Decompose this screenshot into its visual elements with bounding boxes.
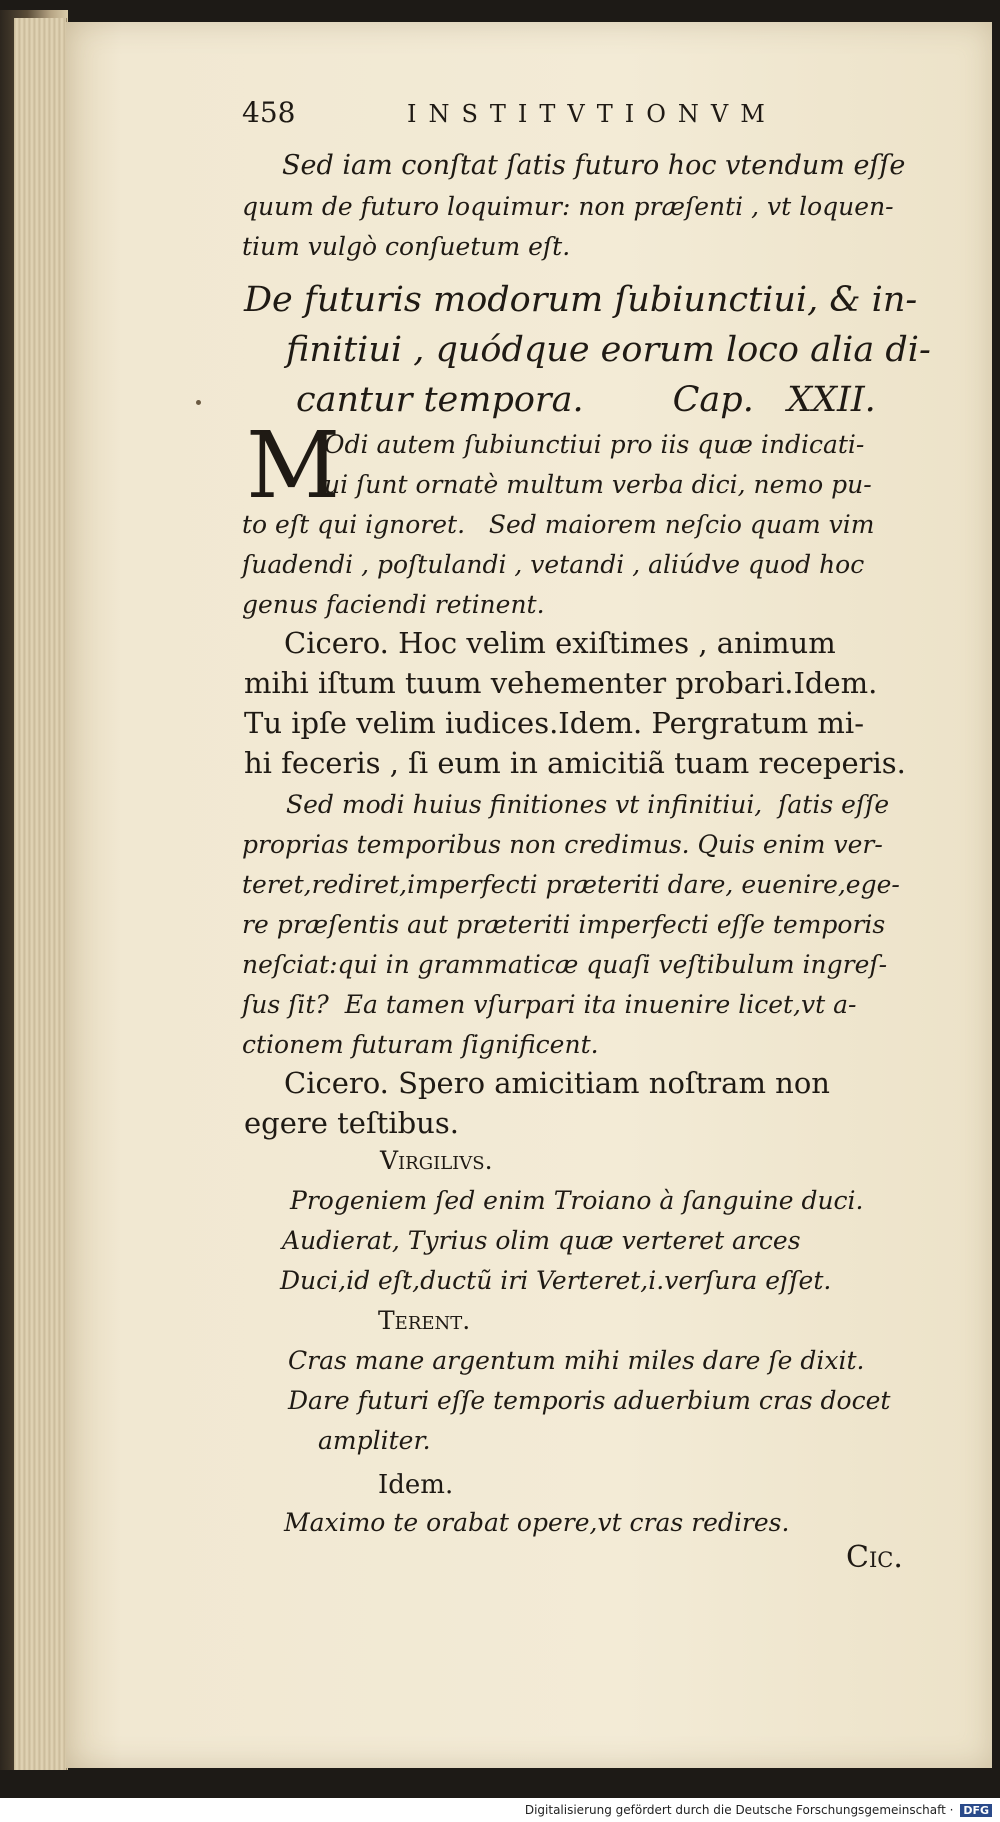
author-label: Idem. (378, 1470, 454, 1500)
quotation-line: mihi iſtum tuum vehementer probari.Idem. (244, 666, 878, 700)
chapter-heading-line: finitiui , quódque eorum loco alia di- (286, 330, 931, 370)
credit-text: Digitalisierung gefördert durch die Deutsche Forschungsgemeinschaft · (524, 1803, 954, 1817)
quotation-line: Cicero. Hoc velim exiſtimes , animum (284, 626, 836, 660)
paragraph-line: ſus ſit? Ea tamen vſurpari ita inuenire licet,vt a- (242, 990, 857, 1019)
intro-line: quum de futuro loquimur: non præſenti , vt loquen- (242, 192, 894, 221)
chapter-heading-line: cantur tempora. Cap. XXII. (296, 380, 876, 420)
paragraph-line: ui ſunt ornatè multum verba dici, nemo pu- (324, 470, 872, 499)
verse-line: Maximo te orabat opere,vt cras redires. (284, 1508, 790, 1537)
paragraph-line: to eſt qui ignoret. Sed maiorem neſcio quam vim (242, 510, 875, 539)
verse-line: Progeniem ſed enim Troiano à ſanguine duci. (290, 1186, 864, 1215)
quotation-line: Cicero. Spero amicitiam noſtram non (284, 1066, 830, 1100)
verse-line: ampliter. (318, 1426, 431, 1455)
drop-cap: M (246, 412, 341, 519)
author-label: Virgilivs. (380, 1146, 493, 1175)
quotation-line: egere teſtibus. (244, 1106, 459, 1140)
quotation-line: Tu ipſe velim iudices.Idem. Pergratum mi- (244, 706, 864, 740)
paragraph-line: proprias temporibus non credimus. Quis enim ver- (242, 830, 883, 859)
verse-line: Audierat, Tyrius olim quæ verteret arces (282, 1226, 801, 1255)
intro-line: Sed iam conſtat ſatis futuro hoc vtendum eſſe (282, 150, 906, 181)
paragraph-line: Odi autem ſubiunctiui pro iis quæ indicati- (324, 430, 865, 459)
margin-mark (196, 400, 201, 405)
paragraph-line: ctionem futuram ſignificent. (242, 1030, 599, 1059)
paragraph-line: re præſentis aut præteriti imperfecti eſſe temporis (242, 910, 886, 939)
running-title: INSTITVTIONVM (407, 100, 777, 128)
paragraph-line: ſuadendi , poſtulandi , vetandi , aliúdve quod hoc (242, 550, 865, 579)
paragraph-line: neſciat:qui in grammaticæ quaſi veſtibulum ingreſ- (242, 950, 888, 979)
chapter-heading-line: De futuris modorum ſubiunctiui, & in- (244, 280, 918, 320)
page-edges (14, 18, 67, 1770)
intro-line: tium vulgò conſuetum eſt. (242, 232, 571, 261)
paragraph-line: teret,rediret,imperfecti præteriti dare, euenire,ege- (242, 870, 900, 899)
paragraph-line: genus faciendi retinent. (242, 590, 545, 619)
author-label: Terent. (378, 1306, 471, 1335)
digitization-credit (525, 1803, 992, 1817)
quotation-line: hi feceris , ſi eum in amicitiã tuam receperis. (244, 746, 906, 780)
paragraph-line: Sed modi huius finitiones vt infinitiui, ſatis eſſe (286, 790, 890, 819)
page-number: 458 (242, 96, 296, 129)
catchword: Cic. (846, 1540, 903, 1575)
dfg-logo: DFG (960, 1804, 992, 1817)
verse-line: Dare futuri eſſe temporis aduerbium cras docet (288, 1386, 891, 1415)
verse-line: Duci,id eſt,ductũ iri Verteret,i.verſura eſſet. (280, 1266, 832, 1295)
verse-line: Cras mane argentum mihi miles dare ſe dixit. (288, 1346, 865, 1375)
